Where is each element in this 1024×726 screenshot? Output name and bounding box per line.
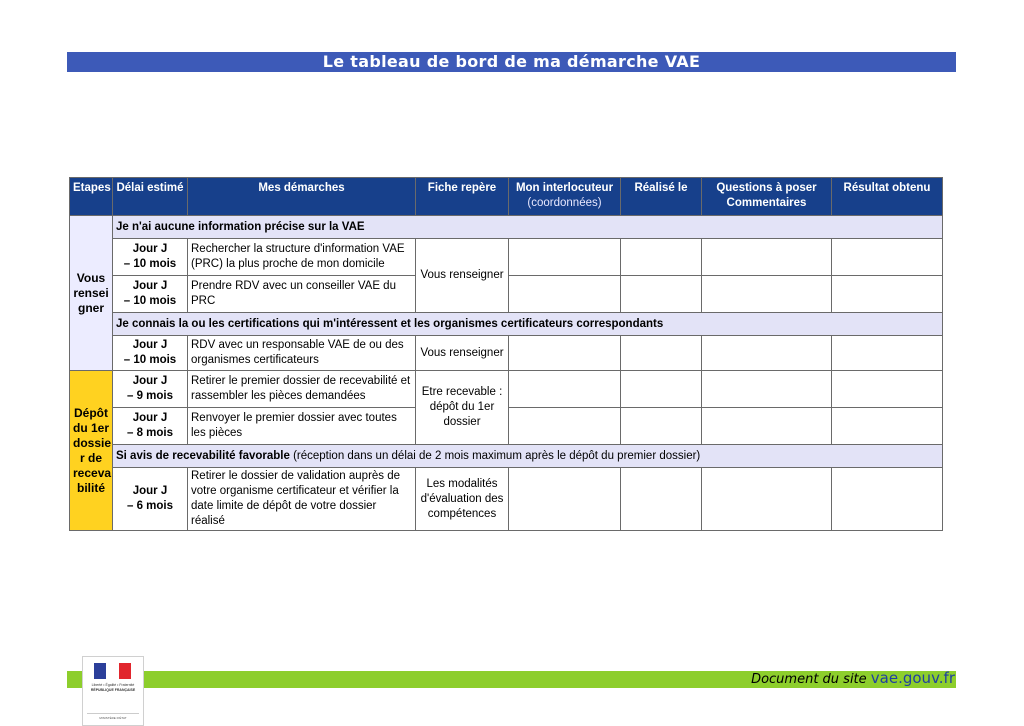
questions-cell[interactable] [702, 239, 832, 276]
stage-vous-renseigner [70, 216, 113, 371]
section-header-note: (réception dans un délai de 2 mois maximum après le dépôt du premier dossier) [293, 449, 701, 462]
section-header-bold: Si avis de recevabilité favorable [116, 449, 290, 462]
realise-cell[interactable] [621, 408, 702, 445]
action-cell: Retirer le dossier de validation auprès de votre organisme certificateur et vérifier la date limite de dépôt de votre dossier réalisé [188, 468, 416, 531]
realise-cell[interactable] [621, 276, 702, 313]
logo-motto-text: Liberté • Égalité • Fraternité [91, 683, 135, 687]
section-header [113, 445, 943, 468]
col-header-interlocuteur [509, 178, 621, 216]
interlocuteur-sublabel: (coordonnées) [527, 197, 602, 209]
section-header: Je connais la ou les certifications qui m'intéressent et les organismes certificateurs correspondants [113, 313, 943, 336]
republique-francaise-logo [82, 656, 144, 726]
realise-cell[interactable] [621, 239, 702, 276]
logo-motto [87, 683, 139, 692]
fiche-cell: Vous renseigner [416, 239, 509, 313]
delay-day: Jour J [132, 339, 168, 351]
questions-cell[interactable] [702, 468, 832, 531]
questions-label: Questions à poser [716, 182, 817, 194]
resultat-cell[interactable] [832, 468, 943, 531]
questions-cell[interactable] [702, 336, 832, 371]
delay-offset: – 8 mois [126, 427, 174, 439]
dashboard-table [69, 177, 943, 531]
delay-cell [113, 336, 188, 371]
delay-offset: – 6 mois [126, 500, 174, 512]
action-cell: Prendre RDV avec un conseiller VAE du PRC [188, 276, 416, 313]
col-header-fiche: Fiche repère [416, 178, 509, 216]
resultat-cell[interactable] [832, 239, 943, 276]
fiche-cell: Etre recevable : dépôt du 1er dossier [416, 371, 509, 445]
table-row [70, 239, 943, 276]
table-row [70, 336, 943, 371]
delay-cell [113, 408, 188, 445]
french-flag-icon [94, 663, 131, 679]
table-row [70, 371, 943, 408]
delay-day: Jour J [132, 375, 168, 387]
section-row [70, 445, 943, 468]
header-row [70, 178, 943, 216]
resultat-cell[interactable] [832, 336, 943, 371]
col-header-demarches: Mes démarches [188, 178, 416, 216]
fiche-cell: Les modalités d'évaluation des compétences [416, 468, 509, 531]
logo-republic-text: RÉPUBLIQUE FRANÇAISE [90, 687, 136, 692]
delay-day: Jour J [132, 280, 168, 292]
delay-cell [113, 468, 188, 531]
delay-cell [113, 371, 188, 408]
realise-cell[interactable] [621, 336, 702, 371]
interlocuteur-cell[interactable] [509, 408, 621, 445]
footer-site-link[interactable]: vae.gouv.fr [870, 669, 955, 687]
section-header: Je n'ai aucune information précise sur la VAE [113, 216, 943, 239]
stage-depot-recevabilite [70, 371, 113, 531]
delay-offset: – 9 mois [126, 390, 174, 402]
delay-offset: – 10 mois [123, 354, 177, 366]
delay-offset: – 10 mois [123, 258, 177, 270]
delay-cell [113, 276, 188, 313]
delay-offset: – 10 mois [123, 295, 177, 307]
resultat-cell[interactable] [832, 408, 943, 445]
col-header-resultat: Résultat obtenu [832, 178, 943, 216]
footer-prefix: Document du site [751, 672, 867, 687]
footer-text [751, 669, 955, 687]
table-row [70, 468, 943, 531]
logo-ministry: MINISTÈRE D'ÉTAT [87, 713, 139, 720]
delay-cell [113, 239, 188, 276]
resultat-cell[interactable] [832, 276, 943, 313]
questions-cell[interactable] [702, 276, 832, 313]
questions-cell[interactable] [702, 371, 832, 408]
interlocuteur-cell[interactable] [509, 239, 621, 276]
questions-cell[interactable] [702, 408, 832, 445]
interlocuteur-cell[interactable] [509, 276, 621, 313]
interlocuteur-cell[interactable] [509, 371, 621, 408]
fiche-cell: Vous renseigner [416, 336, 509, 371]
interlocuteur-label: Mon interlocuteur [515, 182, 614, 194]
delay-day: Jour J [132, 485, 168, 497]
realise-cell[interactable] [621, 468, 702, 531]
col-header-etapes: Etapes [70, 178, 113, 216]
col-header-delai: Délai estimé [113, 178, 188, 216]
section-row [70, 216, 943, 239]
stage-label: Dépôt du 1er dossie r de receva bilité [73, 405, 112, 495]
action-cell: Rechercher la structure d'information VAE (PRC) la plus proche de mon domicile [188, 239, 416, 276]
interlocuteur-cell[interactable] [509, 468, 621, 531]
page-title: Le tableau de bord de ma démarche VAE [67, 52, 956, 72]
col-header-questions [702, 178, 832, 216]
questions-sublabel: Commentaires [726, 197, 807, 209]
stage-label: Vous rensei gner [73, 270, 109, 315]
delay-day: Jour J [132, 412, 168, 424]
action-cell: Retirer le premier dossier de recevabilité et rassembler les pièces demandées [188, 371, 416, 408]
interlocuteur-cell[interactable] [509, 336, 621, 371]
delay-day: Jour J [132, 243, 168, 255]
col-header-realise: Réalisé le [621, 178, 702, 216]
action-cell: Renvoyer le premier dossier avec toutes les pièces [188, 408, 416, 445]
realise-cell[interactable] [621, 371, 702, 408]
resultat-cell[interactable] [832, 371, 943, 408]
section-row [70, 313, 943, 336]
action-cell: RDV avec un responsable VAE de ou des organismes certificateurs [188, 336, 416, 371]
